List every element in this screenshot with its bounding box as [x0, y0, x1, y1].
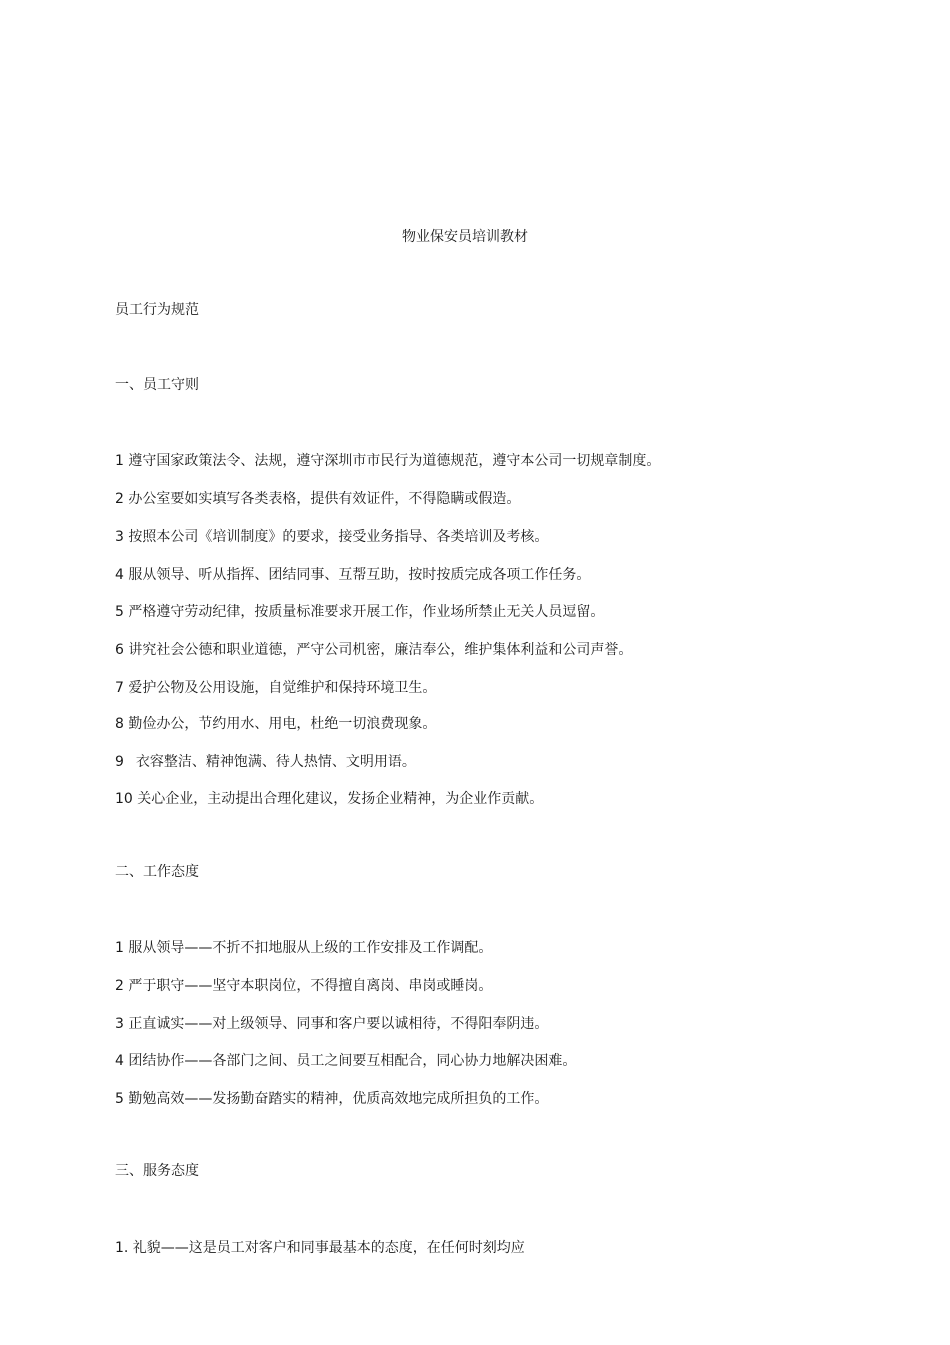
list-item: 10 关心企业，主动提出合理化建议，发扬企业精神，为企业作贡献。 — [115, 791, 544, 807]
section-heading: 二、工作态度 — [115, 864, 199, 880]
list-item: 8 勤俭办公，节约用水、用电，杜绝一切浪费现象。 — [115, 716, 437, 732]
list-item: 1 服从领导——不折不扣地服从上级的工作安排及工作调配。 — [115, 940, 493, 956]
list-item: 2 办公室要如实填写各类表格，提供有效证件，不得隐瞒或假造。 — [115, 491, 521, 507]
list-item: 4 服从领导、听从指挥、团结同事、互帮互助，按时按质完成各项工作任务。 — [115, 567, 591, 583]
list-item: 1. 礼貌——这是员工对客户和同事最基本的态度，在任何时刻均应 — [115, 1240, 525, 1256]
list-item: 1 遵守国家政策法令、法规，遵守深圳市市民行为道德规范，遵守本公司一切规章制度。 — [115, 453, 661, 469]
list-item: 3 正直诚实——对上级领导、同事和客户要以诚相待，不得阳奉阴违。 — [115, 1016, 549, 1032]
list-item: 5 勤勉高效——发扬勤奋踏实的精神，优质高效地完成所担负的工作。 — [115, 1091, 549, 1107]
document-heading: 员工行为规范 — [115, 302, 199, 318]
document-title: 物业保安员培训教材 — [402, 229, 528, 245]
list-item: 5 严格遵守劳动纪律，按质量标准要求开展工作，作业场所禁止无关人员逗留。 — [115, 604, 605, 620]
section-heading: 一、员工守则 — [115, 377, 199, 393]
list-item: 4 团结协作——各部门之间、员工之间要互相配合，同心协力地解决困难。 — [115, 1053, 577, 1069]
list-item: 6 讲究社会公德和职业道德，严守公司机密，廉洁奉公，维护集体利益和公司声誉。 — [115, 642, 633, 658]
section-heading: 三、服务态度 — [115, 1163, 199, 1179]
list-item: 2 严于职守——坚守本职岗位，不得擅自离岗、串岗或睡岗。 — [115, 978, 493, 994]
list-item-text: 衣容整洁、精神饱满、待人热情、文明用语。 — [135, 754, 416, 770]
list-item — [115, 753, 416, 771]
list-item: 3 按照本公司《培训制度》的要求，接受业务指导、各类培训及考核。 — [115, 529, 549, 545]
list-item: 7 爱护公物及公用设施，自觉维护和保持环境卫生。 — [115, 680, 437, 696]
list-item-number: 9 — [115, 754, 124, 770]
